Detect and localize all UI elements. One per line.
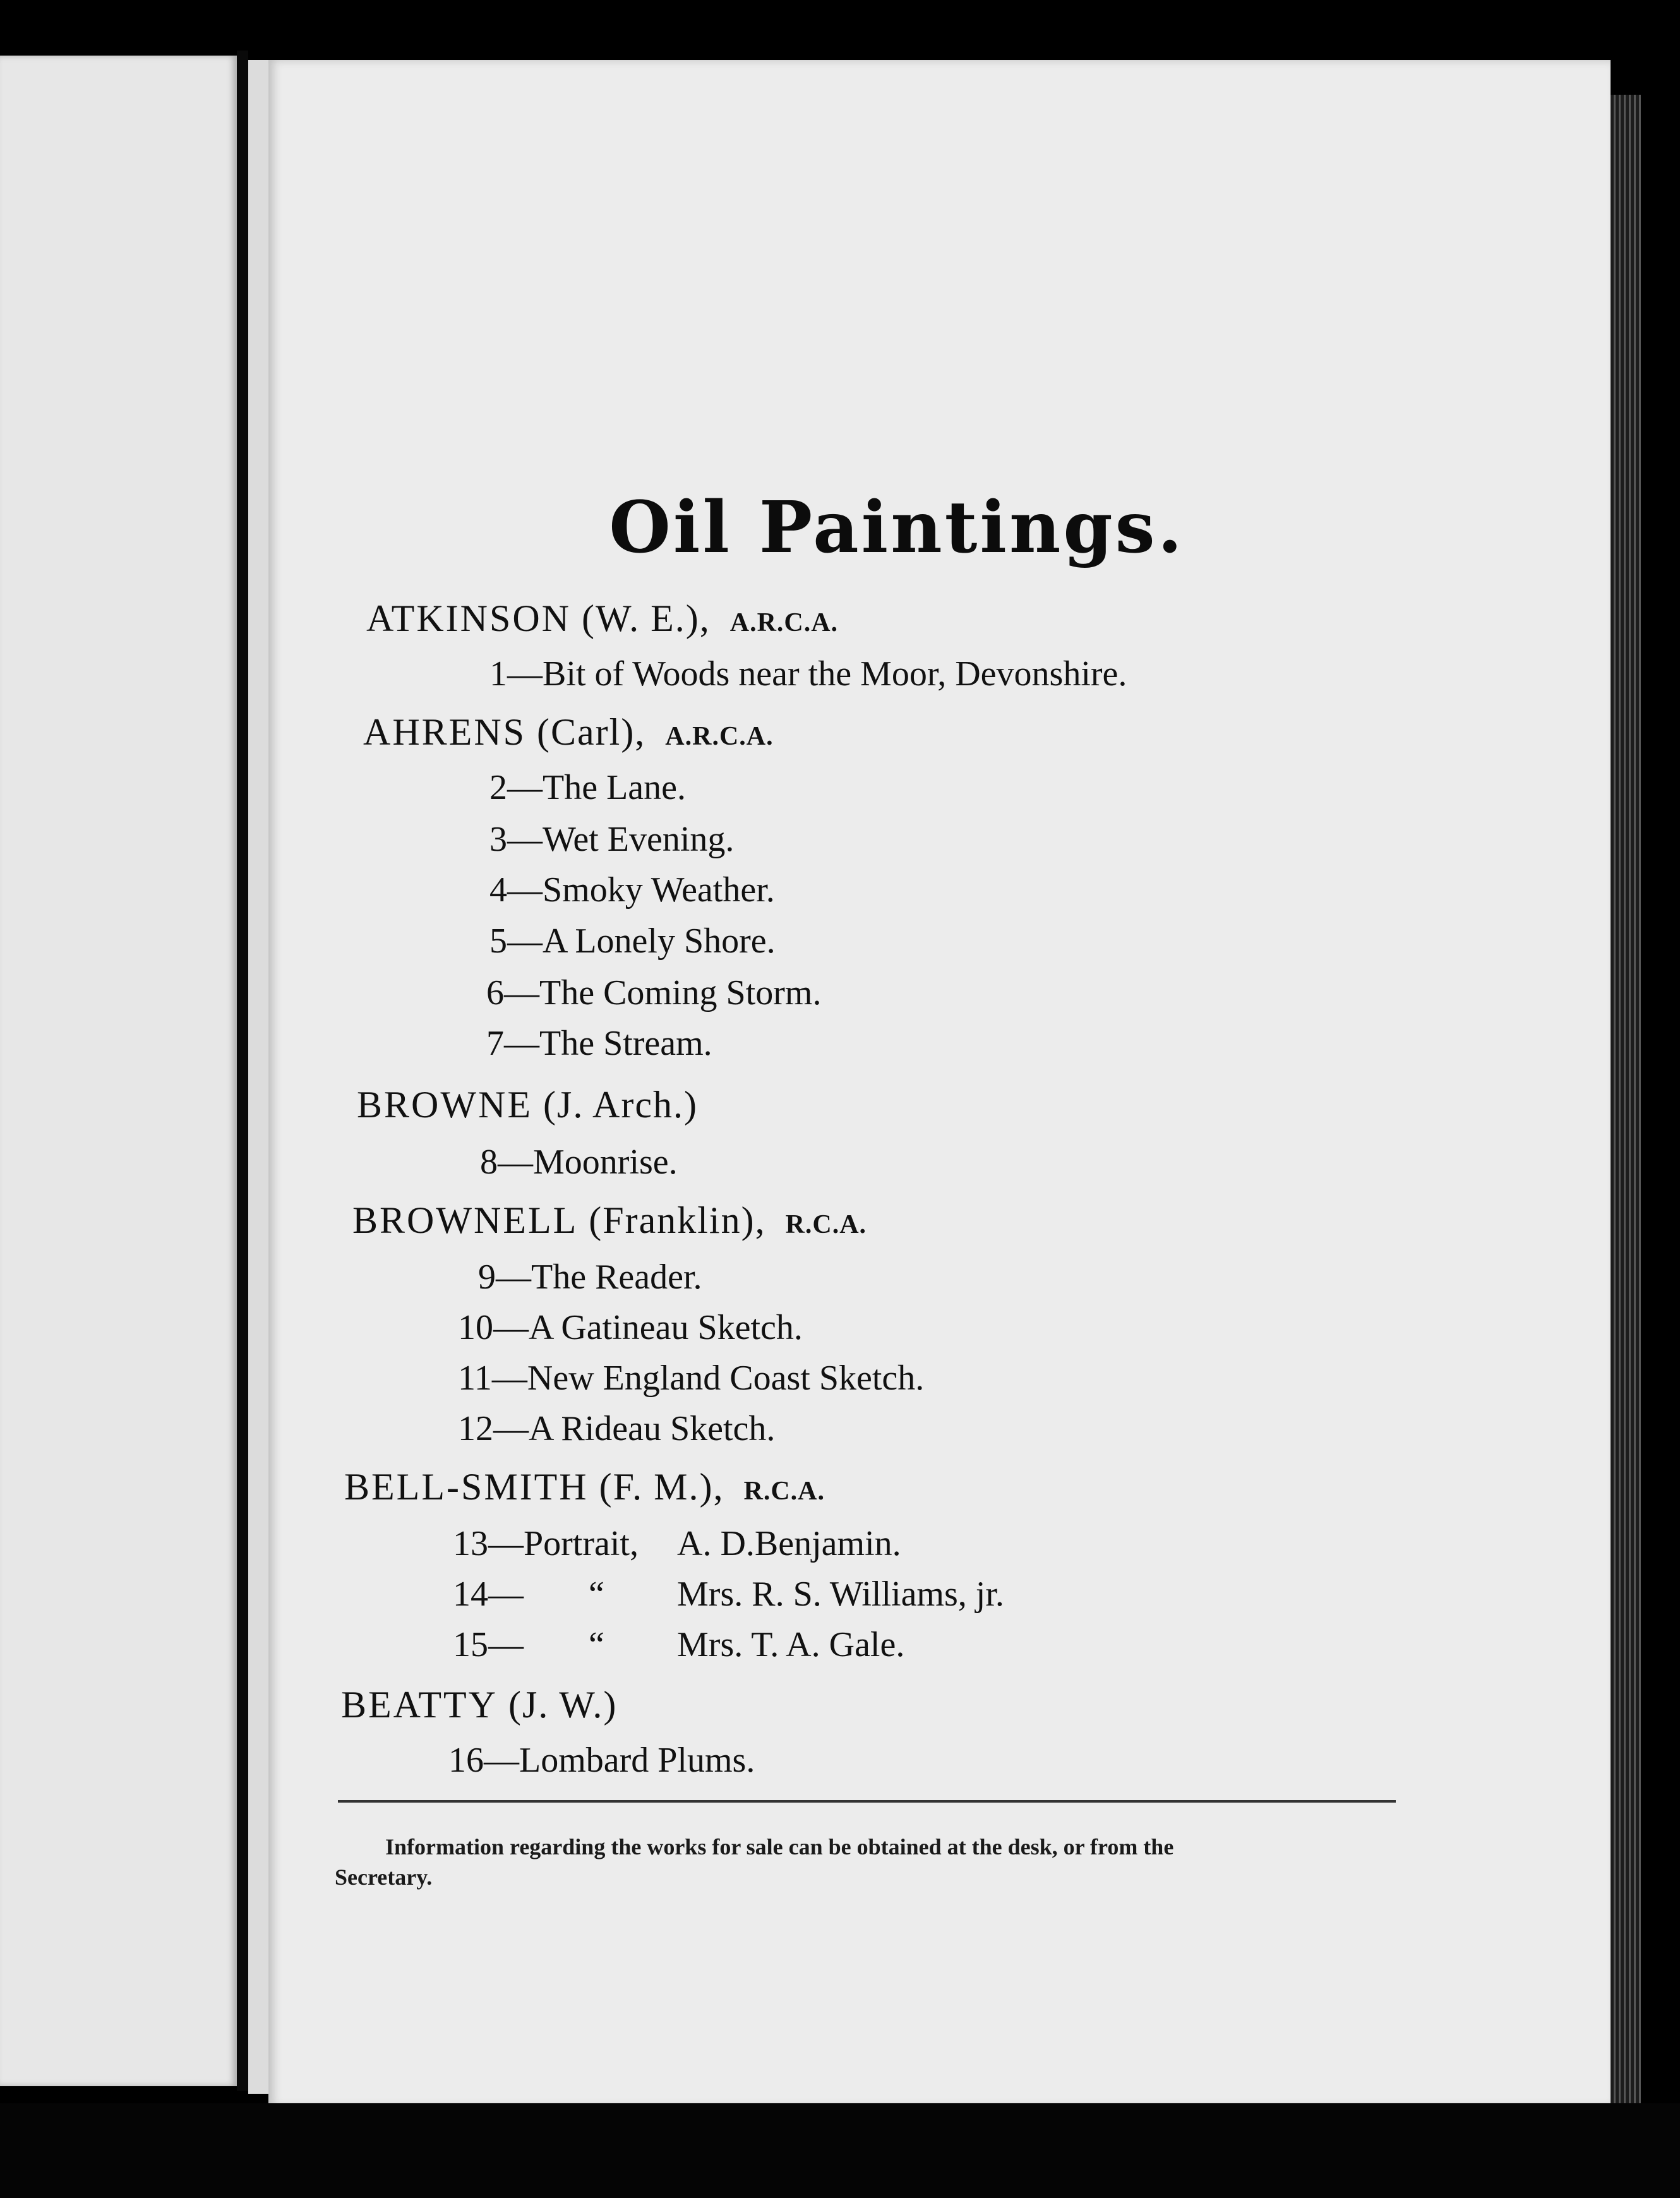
work-entry: 8—Moonrise.: [480, 1143, 678, 1182]
work-title: The Coming Storm.: [539, 973, 822, 1012]
work-number: 1: [489, 654, 507, 694]
work-entry: 13—Portrait, A. D.Benjamin.: [453, 1524, 901, 1563]
work-title: The Reader.: [531, 1258, 702, 1297]
work-entry: 5—A Lonely Shore.: [489, 922, 776, 961]
ditto-mark: “: [589, 1625, 604, 1664]
work-number: 16: [448, 1741, 484, 1780]
footnote: [335, 1832, 1402, 1892]
artist-heading: [344, 1465, 825, 1509]
artist-heading: [363, 711, 774, 754]
work-sitter: A. D.Benjamin.: [677, 1524, 901, 1563]
artist-heading: [352, 1199, 867, 1242]
work-number: 4: [489, 870, 507, 910]
work-title: A Lonely Shore.: [543, 922, 776, 961]
horizontal-rule: [338, 1800, 1396, 1803]
artist-heading: [341, 1683, 617, 1727]
work-title: Wet Evening.: [543, 820, 735, 859]
artist-given-name: (J. Arch.): [543, 1084, 698, 1126]
artist-given-name: (Carl),: [537, 711, 646, 753]
artist-heading: [357, 1083, 698, 1127]
artist-honorific: A.R.C.A.: [729, 608, 839, 637]
artist-given-name: (J. W.): [508, 1684, 618, 1726]
work-number: 2: [489, 768, 507, 807]
work-entry: 16—Lombard Plums.: [448, 1741, 755, 1780]
work-sitter: Mrs. R. S. Williams, jr.: [677, 1575, 1004, 1614]
artist-given-name: (Franklin),: [589, 1199, 766, 1241]
work-number: 6: [486, 973, 504, 1012]
work-entry: 10—A Gatineau Sketch.: [458, 1308, 803, 1347]
page-title: Oil Paintings.: [609, 486, 1185, 569]
work-entry: 1—Bit of Woods near the Moor, Devonshire.: [489, 654, 1127, 694]
work-number: 5: [489, 922, 507, 961]
work-number: 13: [453, 1524, 488, 1563]
work-number: 7: [486, 1024, 504, 1063]
artist-name: BROWNELL: [352, 1199, 579, 1241]
work-entry: 9—The Reader.: [478, 1258, 702, 1297]
work-title: The Stream.: [539, 1024, 712, 1063]
artist-given-name: (F. M.),: [599, 1466, 724, 1508]
work-number: 12: [458, 1409, 493, 1448]
work-number: 14: [453, 1575, 488, 1614]
work-entry: 7—The Stream.: [486, 1024, 712, 1063]
artist-given-name: (W. E.),: [582, 598, 711, 639]
spine: [237, 51, 248, 2091]
artist-name: BROWNE: [357, 1084, 532, 1126]
work-title: Moonrise.: [533, 1143, 678, 1182]
work-number: 8: [480, 1143, 498, 1182]
work-number: 10: [458, 1308, 493, 1347]
artist-honorific: R.C.A.: [743, 1477, 825, 1506]
work-title: A Rideau Sketch.: [529, 1409, 776, 1448]
artist-name: ATKINSON: [366, 598, 571, 639]
work-sitter: Mrs. T. A. Gale.: [677, 1625, 905, 1664]
work-entry: 14— “ Mrs. R. S. Williams, jr.: [453, 1575, 1004, 1614]
work-entry: 2—The Lane.: [489, 768, 686, 807]
work-title: A Gatineau Sketch.: [529, 1308, 803, 1347]
artist-honorific: R.C.A.: [785, 1210, 867, 1239]
work-title: Portrait,: [524, 1524, 639, 1563]
ditto-mark: “: [589, 1575, 604, 1614]
artist-honorific: A.R.C.A.: [665, 722, 774, 751]
artist-name: AHRENS: [363, 711, 527, 753]
footnote-line: Information regarding the works for sale can be obtained at the desk, or from the: [385, 1834, 1174, 1859]
work-entry: 6—The Coming Storm.: [486, 973, 822, 1012]
work-title: New England Coast Sketch.: [527, 1359, 925, 1398]
work-title: Smoky Weather.: [543, 870, 775, 910]
work-number: 3: [489, 820, 507, 859]
work-number: 9: [478, 1258, 496, 1297]
work-entry: 15— “ Mrs. T. A. Gale.: [453, 1625, 905, 1664]
work-number: 15: [453, 1625, 488, 1664]
work-title: The Lane.: [543, 768, 686, 807]
work-entry: 3—Wet Evening.: [489, 820, 735, 859]
work-title: Lombard Plums.: [519, 1741, 755, 1780]
work-entry: 4—Smoky Weather.: [489, 870, 775, 910]
artist-name: BELL-SMITH: [344, 1466, 589, 1508]
bottom-margin: [0, 2103, 1680, 2198]
work-title: Bit of Woods near the Moor, Devonshire.: [543, 654, 1127, 694]
left-page: [0, 56, 237, 2086]
work-entry: 12—A Rideau Sketch.: [458, 1409, 776, 1448]
work-number: 11: [458, 1359, 492, 1398]
work-entry: 11—New England Coast Sketch.: [458, 1359, 925, 1398]
page-edges: [1611, 95, 1641, 2103]
artist-heading: [366, 597, 838, 640]
footnote-line: Secretary.: [335, 1865, 433, 1890]
artist-name: BEATTY: [341, 1684, 498, 1726]
